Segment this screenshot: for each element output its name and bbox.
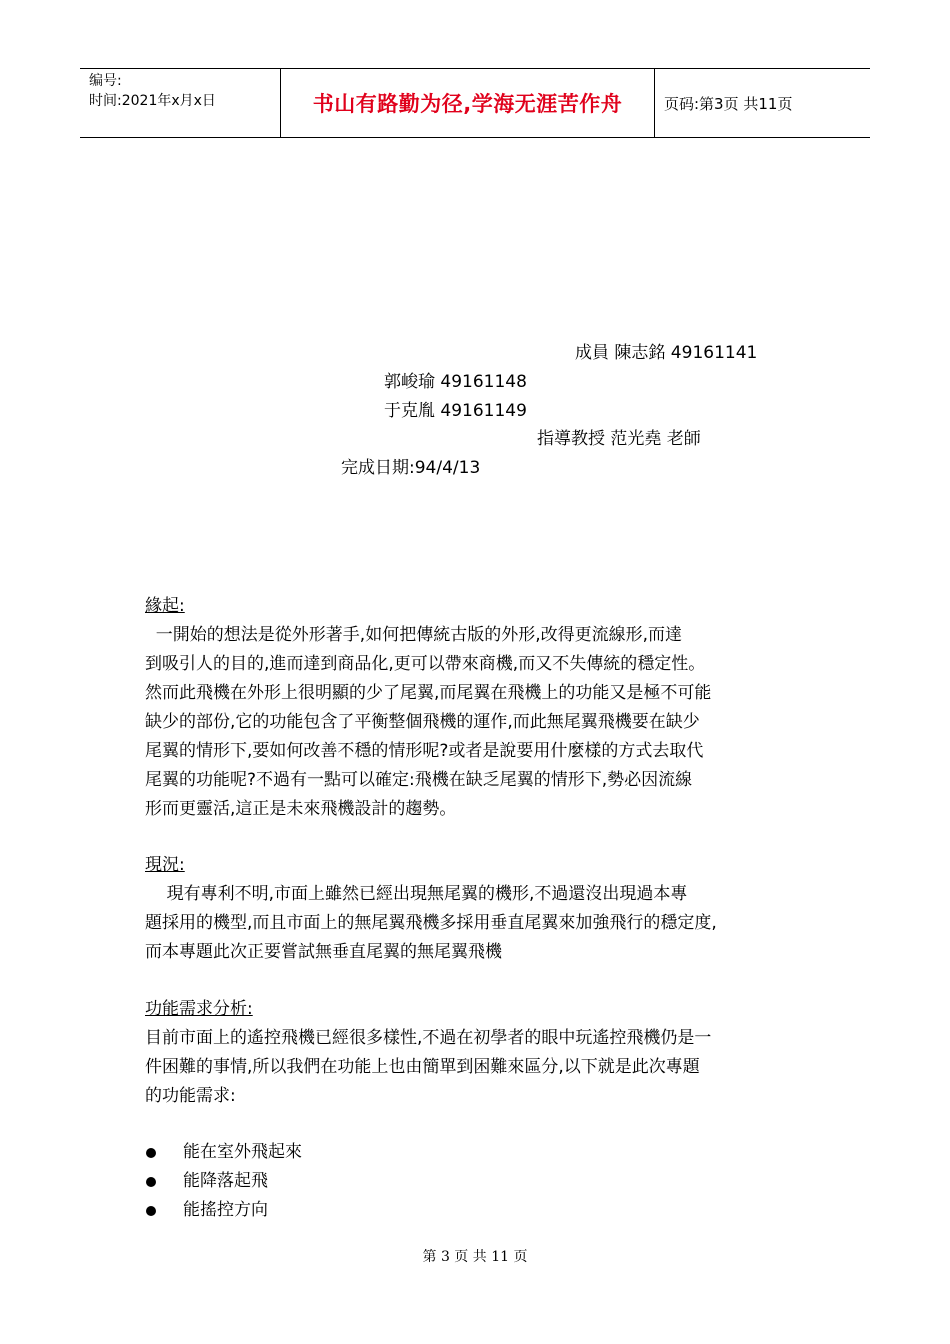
requirements-list — [145, 1138, 302, 1225]
status-heading: 現況: — [145, 855, 185, 875]
page-code: 页码:第3页 共11页 — [664, 94, 793, 113]
origin-line: 缺少的部份,它的功能包含了平衡整個飛機的運作,而此無尾翼飛機要在缺少 — [145, 712, 700, 732]
member-line-1: 成員 陳志銘 49161141 — [575, 343, 758, 363]
origin-line: 尾翼的情形下,要如何改善不穩的情形呢?或者是說要用什麼樣的方式去取代 — [145, 741, 704, 761]
origin-line: 到吸引人的目的,進而達到商品化,更可以帶來商機,而又不失傳統的穩定性。 — [145, 654, 706, 674]
list-item: 能降落起飛 — [145, 1167, 302, 1196]
date-label: 时间:2021年x月x日 — [89, 93, 216, 109]
bullet-icon — [146, 1206, 156, 1216]
requirements-line: 件困難的事情,所以我們在功能上也由簡單到困難來區分,以下就是此次專題 — [145, 1057, 700, 1077]
advisor-line: 指導教授 范光堯 老師 — [537, 429, 701, 449]
page-footer: 第 3 页 共 11 页 — [422, 1249, 528, 1265]
origin-line: 然而此飛機在外形上很明顯的少了尾翼,而尾翼在飛機上的功能又是極不可能 — [145, 683, 712, 703]
header-info-cell — [80, 69, 281, 137]
status-section — [145, 851, 805, 967]
status-line: 而本專題此次正要嘗試無垂直尾翼的無尾翼飛機 — [145, 942, 502, 962]
header-page-cell — [655, 69, 870, 137]
origin-line: 一開始的想法是從外形著手,如何把傳統古版的外形,改得更流線形,而達 — [145, 625, 683, 645]
list-item: 能在室外飛起來 — [145, 1138, 302, 1167]
origin-heading: 緣起: — [145, 596, 185, 616]
bullet-icon — [146, 1148, 156, 1158]
list-item: 能搖控方向 — [145, 1196, 302, 1225]
origin-section — [145, 592, 805, 824]
requirements-line: 目前市面上的遙控飛機已經很多樣性,不過在初學者的眼中玩遙控飛機仍是一 — [145, 1028, 712, 1048]
requirements-heading: 功能需求分析: — [145, 999, 253, 1019]
status-line: 現有專利不明,市面上雖然已經出現無尾翼的機形,不過還沒出現過本專 — [145, 884, 688, 904]
member-line-2: 郭峻瑜 49161148 — [384, 372, 527, 392]
requirements-line: 的功能需求: — [145, 1086, 236, 1106]
origin-line: 形而更靈活,這正是未來飛機設計的趨勢。 — [145, 799, 457, 819]
member-line-3: 于克胤 49161149 — [384, 401, 527, 421]
status-line: 題採用的機型,而且市面上的無尾翼飛機多採用垂直尾翼來加強飛行的穩定度, — [145, 913, 717, 933]
motto: 书山有路勤为径,学海无涯苦作舟 — [312, 92, 623, 116]
origin-line: 尾翼的功能呢?不過有一點可以確定:飛機在缺乏尾翼的情形下,勢必因流線 — [145, 770, 693, 790]
header-motto-cell — [281, 69, 655, 137]
header-table — [80, 68, 870, 138]
serial-label: 编号: — [89, 73, 122, 89]
requirements-section — [145, 995, 805, 1111]
completion-date: 完成日期:94/4/13 — [341, 458, 481, 478]
bullet-icon — [146, 1177, 156, 1187]
